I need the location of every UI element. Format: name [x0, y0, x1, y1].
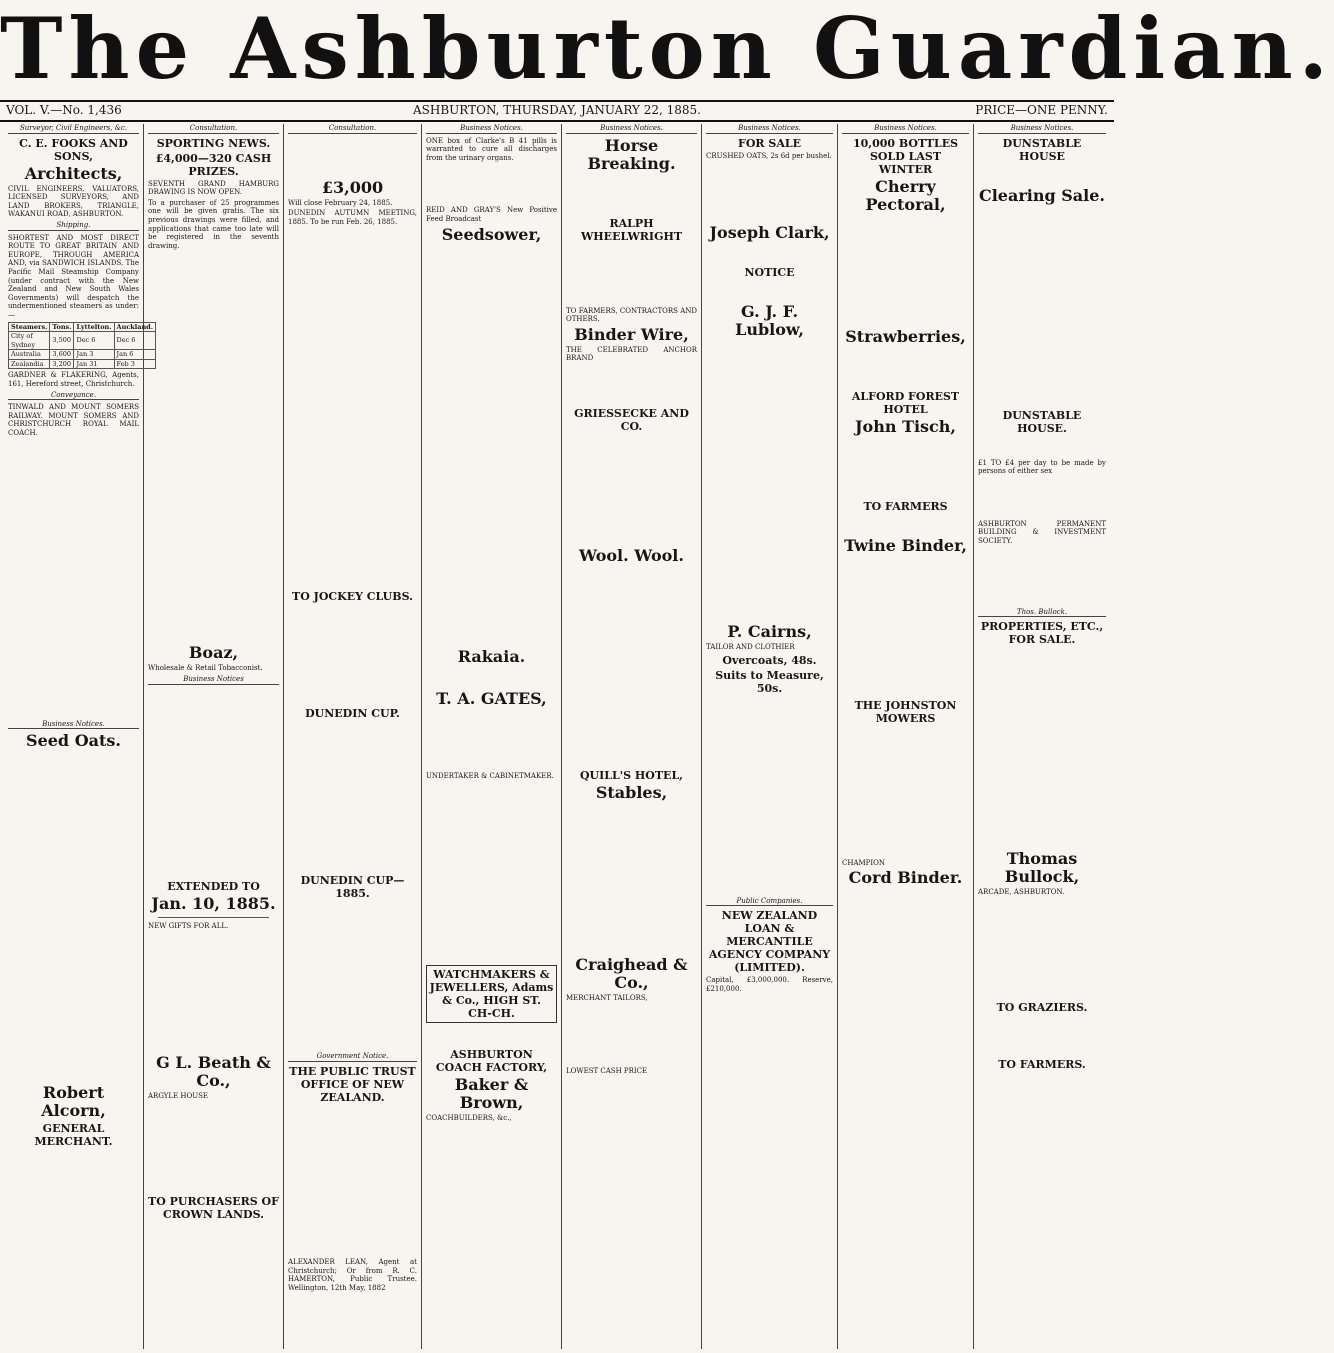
ad-subtitle: COACHBUILDERS, &c., [426, 1114, 512, 1123]
ad-title: Seed Oats. [26, 731, 121, 751]
table-header: Tons. [50, 322, 74, 332]
ad-title: Stables, [595, 782, 668, 802]
ad-title: THE JOHNSTON MOWERS [854, 698, 957, 725]
ad-subtitle: 10,000 BOTTLES SOLD LAST WINTER [852, 136, 959, 176]
table-cell: 3,600 [50, 350, 74, 360]
ad-title: G L. Beath & Co., [156, 1053, 271, 1091]
ad-title: Thomas Bullock, [1004, 849, 1080, 887]
ad-title: NOTICE [744, 266, 795, 280]
column-7 [838, 124, 974, 1349]
ad-body: Capital, £3,000,000. Reserve, £210,000. [706, 976, 833, 993]
table-cell: Dec 6 [74, 332, 114, 350]
ad-subtitle: Wholesale & Retail Tobacconist. [148, 664, 263, 673]
masthead: The Ashburton Guardian. [0, 0, 1334, 98]
ad-title: TO PURCHASERS OF CROWN LANDS. [148, 1194, 279, 1221]
column-2 [144, 124, 284, 1349]
column-6 [702, 124, 838, 1349]
column-8 [974, 124, 1110, 1349]
ad-title: G. J. F. Lublow, [735, 302, 804, 340]
ad-title: DUNEDIN CUP. [305, 707, 400, 721]
ad-title: Rakaia. [457, 646, 526, 666]
section-head: Business Notices [148, 675, 279, 685]
ad-body: CRUSHED OATS, 2s 6d per bushel. [706, 151, 832, 160]
column-5 [562, 124, 702, 1349]
section-head: Government Notice. [288, 1052, 417, 1062]
ad-subtitle: ARGYLE HOUSE [148, 1092, 209, 1101]
table-header: Lyttelton. [74, 322, 114, 332]
ad-title: Architects, [24, 163, 123, 183]
table-row [9, 359, 156, 369]
ad-title: GRIESSECKE AND CO. [574, 406, 689, 433]
ad-title: Clearing Sale. [978, 185, 1105, 205]
section-head: Public Companies. [706, 897, 833, 907]
ad-title: Joseph Clark, [709, 223, 830, 243]
ad-title: DUNSTABLE HOUSE. [1002, 408, 1082, 435]
ad-subtitle: ASHBURTON COACH FACTORY, [435, 1048, 548, 1075]
ad-subtitle: ARCADE, ASHBURTON. [978, 888, 1065, 897]
ad-title: Binder Wire, [574, 324, 689, 344]
ad-highlight: Overcoats, 48s. [722, 653, 817, 667]
section-head: Shipping. [8, 221, 139, 231]
table-header: Auckland. [114, 322, 155, 332]
ad-body: £1 TO £4 per day to be made by persons of either sex [978, 458, 1106, 476]
ad-subtitle: MERCHANT TAILORS, [566, 993, 648, 1002]
ad-title: Craighead & Co., [575, 954, 688, 992]
section-head: Consultation. [148, 124, 279, 134]
ad-title: Strawberries, [845, 326, 966, 346]
ad-title: ASHBURTON PERMANENT BUILDING & INVESTMENT SOCIETY. [978, 519, 1106, 545]
ad-body: LOWEST CASH PRICE [566, 1066, 648, 1075]
table-cell: Jan 6 [114, 350, 155, 360]
volume-number: VOL. V.—No. 1,436 [6, 103, 122, 117]
section-head: Business Notices. [426, 124, 557, 134]
ad-title: TO JOCKEY CLUBS. [292, 590, 413, 604]
steamers-table [8, 322, 156, 370]
ad-title: TO FARMERS. [998, 1057, 1086, 1071]
column-1 [4, 124, 153, 1349]
ad-body: ALEXANDER LEAN, Agent at Christchurch; Or from R. C. HAMERTON, Public Trustee. Wellington, 12th May, 1882 [288, 1257, 417, 1292]
ad-subtitle: UNDERTAKER & CABINETMAKER. [426, 771, 554, 780]
ad-title: EXTENDED TO [167, 879, 260, 893]
table-row [9, 350, 156, 360]
ad-body: To a purchaser of 25 programmes one will be given gratis. The six previous drawings were filled, and applications that came too late will be registered in the seventh drawing. [148, 198, 279, 250]
ad-body: TO FARMERS, CONTRACTORS AND OTHERS. [566, 306, 697, 324]
ad-title: Wool. Wool. [579, 545, 684, 565]
ad-title: Cherry Pectoral, [865, 176, 946, 214]
table-cell: Zealandia [9, 359, 50, 369]
ad-subtitle: ALFORD FOREST HOTEL [851, 389, 960, 416]
table-cell: 3,500 [50, 332, 74, 350]
ad-title: QUILL'S HOTEL, [579, 768, 684, 782]
rail-notice: TINWALD AND MOUNT SOMERS RAILWAY. MOUNT SOMERS AND CHRISTCHURCH ROYAL MAIL COACH. [8, 403, 139, 438]
ad-body: SEVENTH GRAND HAMBURG DRAWING IS NOW OPEN. [148, 179, 279, 197]
table-cell: Australia [9, 350, 50, 360]
ad-title: THE PUBLIC TRUST OFFICE OF NEW ZEALAND. [289, 1064, 416, 1104]
jewellers-ad: WATCHMAKERS & JEWELLERS, Adams & Co., HIGH ST. CH-CH. [426, 965, 557, 1023]
place-date: ASHBURTON, THURSDAY, JANUARY 22, 1885. [413, 103, 701, 117]
price: PRICE—ONE PENNY. [975, 103, 1108, 117]
ad-title: T. A. GATES, [436, 688, 547, 708]
ad-title: Cord Binder. [848, 868, 963, 888]
table-cell: Jan 31 [74, 359, 114, 369]
ad-title: NEW ZEALAND LOAN & MERCANTILE AGENCY COMPANY (LIMITED). [708, 909, 831, 975]
ad-title: £3,000 [321, 177, 384, 197]
ad-title: Seedsower, [441, 224, 542, 244]
column-4 [422, 124, 562, 1349]
ad-body: NEW GIFTS FOR ALL. [148, 921, 229, 930]
section-head: Business Notices. [978, 124, 1106, 134]
ad-body: DUNEDIN AUTUMN MEETING, 1885. To be run Feb. 26, 1885. [288, 209, 417, 226]
ad-subtitle: GENERAL MERCHANT. [34, 1122, 113, 1149]
table-cell: Jan 3 [74, 350, 114, 360]
ad-highlight: Suits to Measure, 50s. [715, 668, 824, 695]
section-head: Business Notices. [8, 720, 139, 730]
ad-title: Boaz, [188, 643, 239, 663]
ad-subtitle: CHAMPION [842, 858, 886, 867]
newspaper-columns [4, 124, 1110, 1349]
table-cell: Feb 3 [114, 359, 155, 369]
shipping-notice: SHORTEST AND MOST DIRECT ROUTE TO GREAT BRITAIN AND EUROPE, THROUGH AMERICA AND, via SANDWICH ISLANDS. The Pacific Mail Steamship Company (under contract with the New Zealand and New South Wales Governments) will despatch the undermentioned steamers as under:— [8, 233, 139, 319]
table-header: Steamers. [9, 322, 50, 332]
section-head: Business Notices. [706, 124, 833, 134]
section-head: Thos. Bullock. [978, 608, 1106, 618]
table-cell: 3,200 [50, 359, 74, 369]
ad-title: Baker & Brown, [454, 1075, 529, 1113]
divider [158, 917, 269, 918]
ad-title: TO FARMERS [863, 499, 948, 513]
section-head: Business Notices. [566, 124, 697, 134]
table-cell: Dec 6 [114, 332, 155, 350]
ad-body: CIVIL ENGINEERS, VALUATORS, LICENSED SURVEYORS, AND LAND BROKERS, TRIANGLE, WAKANUI ROAD, ASHBURTON. [8, 184, 139, 219]
ad-subtitle: £4,000—320 CASH PRIZES. [155, 151, 272, 178]
column-3 [284, 124, 422, 1349]
ad-title: Horse Breaking. [587, 135, 676, 173]
dateline [0, 100, 1114, 122]
ad-subtitle: RALPH WHEELWRIGHT [580, 216, 683, 243]
ad-title: TO GRAZIERS. [996, 1000, 1088, 1014]
ad-title: John Tisch, [854, 416, 956, 436]
table-cell: City of Sydney [9, 332, 50, 350]
ad-date: Jan. 10, 1885. [151, 893, 276, 913]
ad-subtitle: THE CELEBRATED ANCHOR BRAND [566, 345, 697, 363]
ad-subtitle: REID AND GRAY'S New Positive Feed Broadcast [426, 206, 557, 223]
ad-title: SPORTING NEWS. [156, 136, 271, 150]
section-head: Surveyor, Civil Engineers, &c. [8, 124, 139, 134]
ad-title: Twine Binder, [844, 535, 967, 555]
ad-title: P. Cairns, [727, 622, 812, 642]
ad-body: ONE box of Clarke's B 41 pills is warranted to cure all discharges from the urinary organs. [426, 136, 557, 162]
ad-title: DUNEDIN CUP—1885. [300, 874, 405, 901]
ad-title: FOR SALE [738, 136, 801, 150]
ad-firm: C. E. FOOKS AND SONS, [19, 136, 128, 163]
ad-subtitle: TAILOR AND CLOTHIER [706, 643, 795, 652]
section-head: Business Notices. [842, 124, 969, 134]
ad-title: DUNSTABLE HOUSE [1002, 136, 1082, 163]
ad-title: PROPERTIES, ETC., FOR SALE. [980, 620, 1104, 647]
ad-title: Robert Alcorn, [41, 1083, 106, 1121]
section-head: Conveyance. [8, 391, 139, 401]
agents: GARDNER & FLAKERING, Agents, 161, Hereford street, Christchurch. [8, 371, 139, 389]
section-head: Consultation. [288, 124, 417, 134]
ad-body: Will close February 24, 1885. [288, 198, 393, 207]
table-row [9, 332, 156, 350]
